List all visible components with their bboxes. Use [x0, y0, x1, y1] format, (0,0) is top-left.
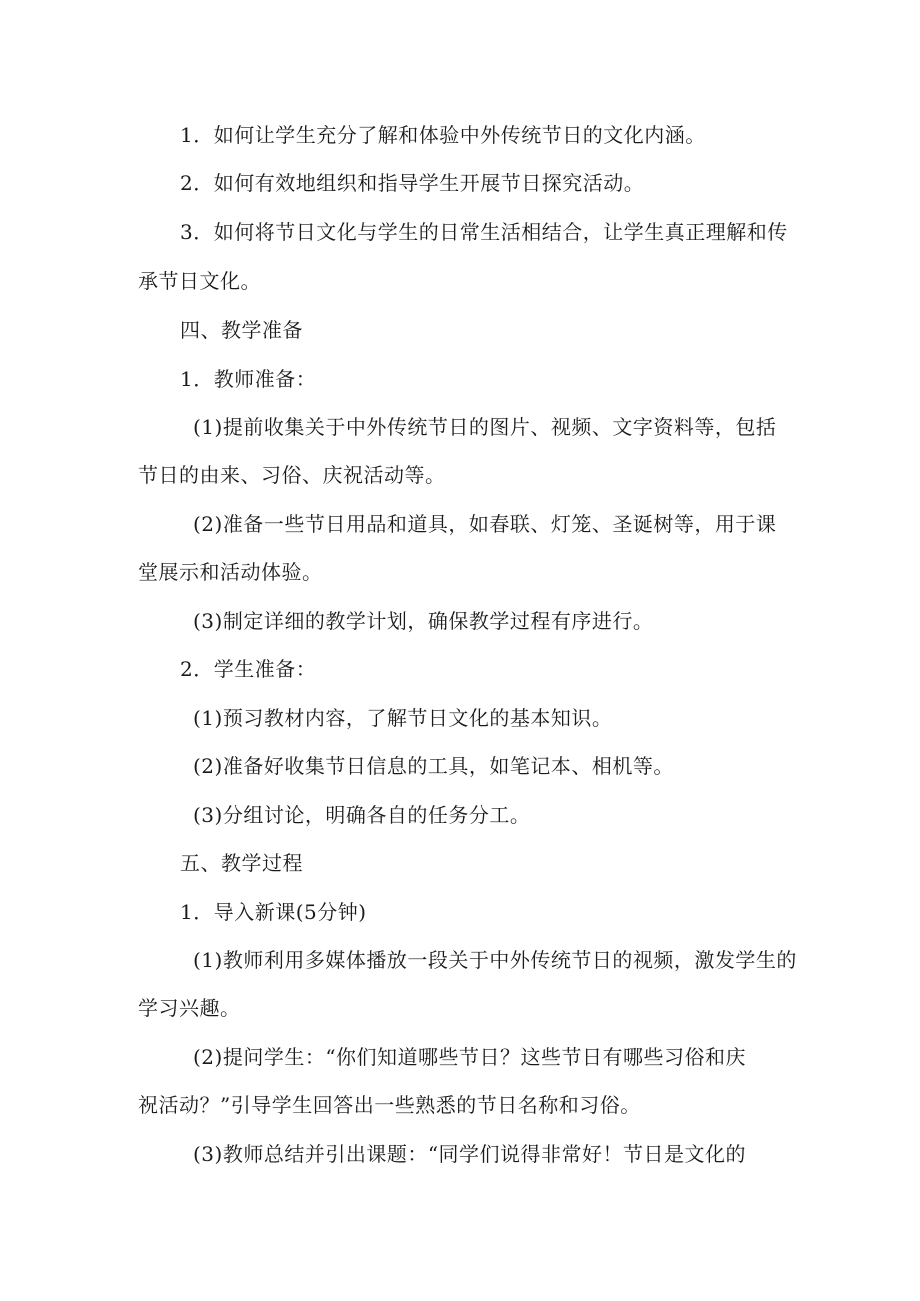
text-line-student-item-2: (2)准备好收集节日信息的工具，如笔记本、相机等。 — [193, 754, 674, 778]
text-line-key-point-1: 1．如何让学生充分了解和体验中外传统节日的文化内涵。 — [180, 123, 706, 147]
text-line-student-item-3: (3)分组讨论，明确各自的任务分工。 — [193, 803, 531, 827]
text-line-teacher-item-2-cont: 堂展示和活动体验。 — [138, 560, 323, 584]
text-line-key-point-3: 3．如何将节日文化与学生的日常生活相结合，让学生真正理解和传 — [180, 220, 788, 244]
text-line-student-item-1: (1)预习教材内容，了解节日文化的基本知识。 — [193, 706, 613, 730]
text-line-teacher-item-1: (1)提前收集关于中外传统节日的图片、视频、文字资料等，包括 — [193, 415, 777, 439]
text-line-key-point-3-cont: 承节日文化。 — [138, 269, 261, 293]
subheading-introduction: 1．导入新课(5分钟) — [180, 900, 367, 924]
text-line-teacher-item-1-cont: 节日的由来、习俗、庆祝活动等。 — [138, 463, 446, 487]
subheading-teacher-preparation: 1．教师准备： — [180, 367, 317, 391]
text-line-teacher-item-3: (3)制定详细的教学计划，确保教学过程有序进行。 — [193, 609, 654, 633]
text-line-intro-item-1-cont: 学习兴趣。 — [138, 996, 241, 1020]
section-heading-process: 五、教学过程 — [180, 851, 303, 875]
text-line-intro-item-3: (3)教师总结并引出课题：“同学们说得非常好！节日是文化的 — [193, 1142, 747, 1166]
text-line-teacher-item-2: (2)准备一些节日用品和道具，如春联、灯笼、圣诞树等，用于课 — [193, 512, 777, 536]
text-line-intro-item-1: (1)教师利用多媒体播放一段关于中外传统节日的视频，激发学生的 — [193, 948, 797, 972]
section-heading-preparation: 四、教学准备 — [180, 318, 303, 342]
subheading-student-preparation: 2．学生准备： — [180, 657, 317, 681]
text-line-key-point-2: 2．如何有效地组织和指导学生开展节日探究活动。 — [180, 171, 645, 195]
text-line-intro-item-2: (2)提问学生：“你们知道哪些节日？这些节日有哪些习俗和庆 — [193, 1045, 747, 1069]
text-line-intro-item-2-cont: 祝活动？”引导学生回答出一些熟悉的节日名称和习俗。 — [138, 1093, 641, 1117]
